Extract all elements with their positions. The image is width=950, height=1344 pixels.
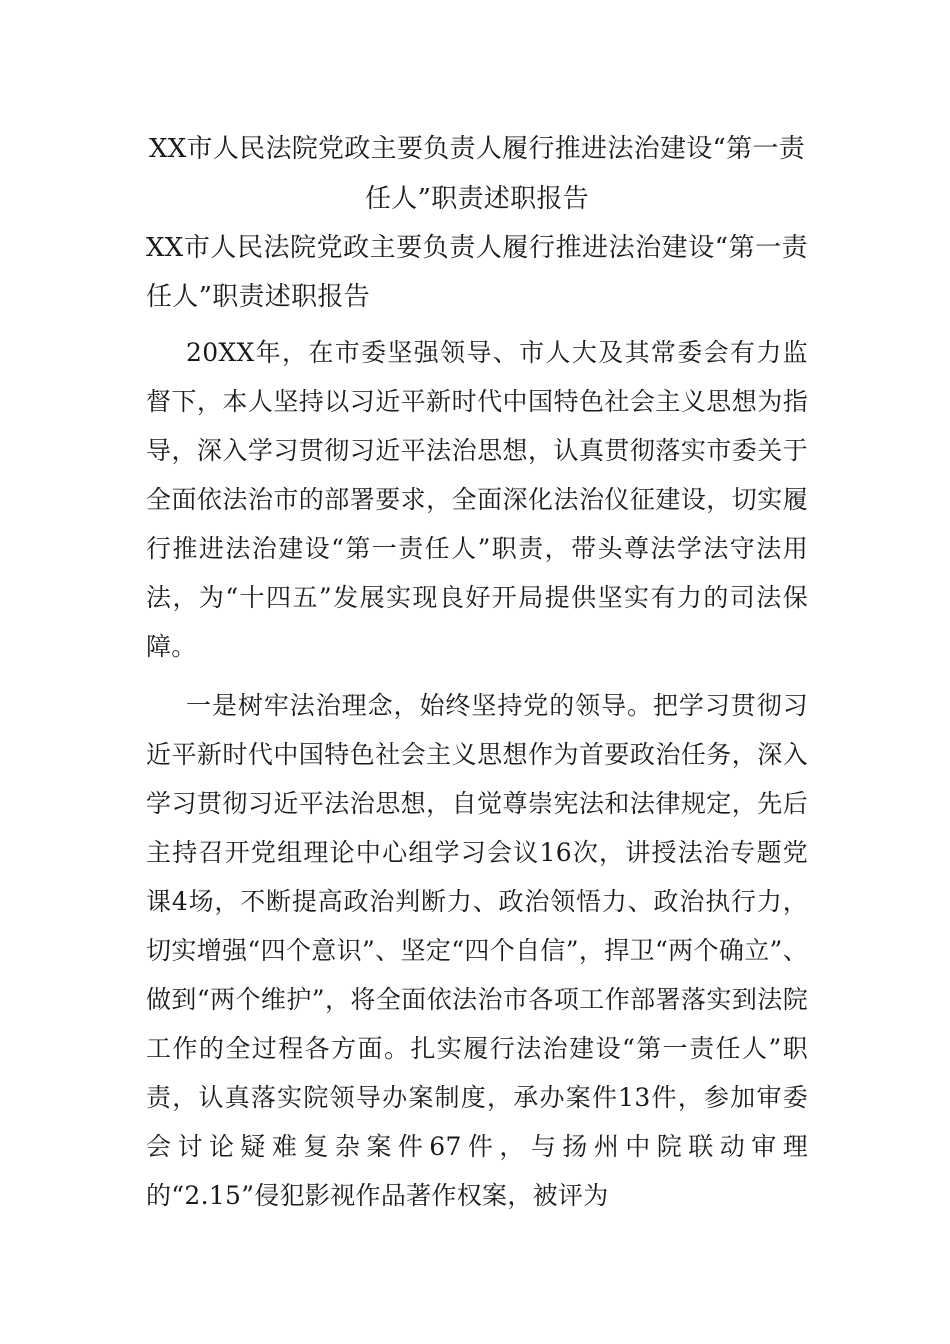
document-title: XX市人民法院党政主要负责人履行推进法治建设“第一责任人”职责述职报告 [148, 134, 806, 214]
document-subtitle: XX市人民法院党政主要负责人履行推进法治建设“第一责任人”职责述职报告 [146, 233, 808, 312]
paragraph-section-1: 一是树牢法治理念，始终坚持党的领导。把学习贯彻习近平新时代中国特色社会主义思想作为首要政治任务，深入学习贯彻习近平法治思想，自觉尊崇宪法和法律规定，先后主持召开党组理论中心组学习会议16次，讲授法治专题党课4场，不断提高政治判断力、政治领悟力、政治执行力，切实增强“四个意识”、坚定“四个自信”，捍卫“两个确立”、做到“两个维护”，将全面依法治市各项工作部署落实到法院工作的全过程各方面。扎实履行法治建设“第一责任人”职责，认真落实院领导办案制度，承办案件13件，参加审委会讨论疑难复杂案件67件，与扬州中院联动审理的“2.15”侵犯影视作品著作权案，被评为 [146, 691, 808, 1210]
paragraph-intro: 20XX年，在市委坚强领导、市人大及其常委会有力监督下，本人坚持以习近平新时代中国特色社会主义思想为指导，深入学习贯彻习近平法治思想，认真贯彻落实市委关于全面依法治市的部署要求，全面深化法治仪征建设，切实履行推进法治建设“第一责任人”职责，带头尊法学法守法用法，为“十四五”发展实现良好开局提供坚实有力的司法保障。 [146, 338, 808, 661]
document-subtitle-block [146, 224, 808, 322]
document-body [146, 124, 808, 1220]
